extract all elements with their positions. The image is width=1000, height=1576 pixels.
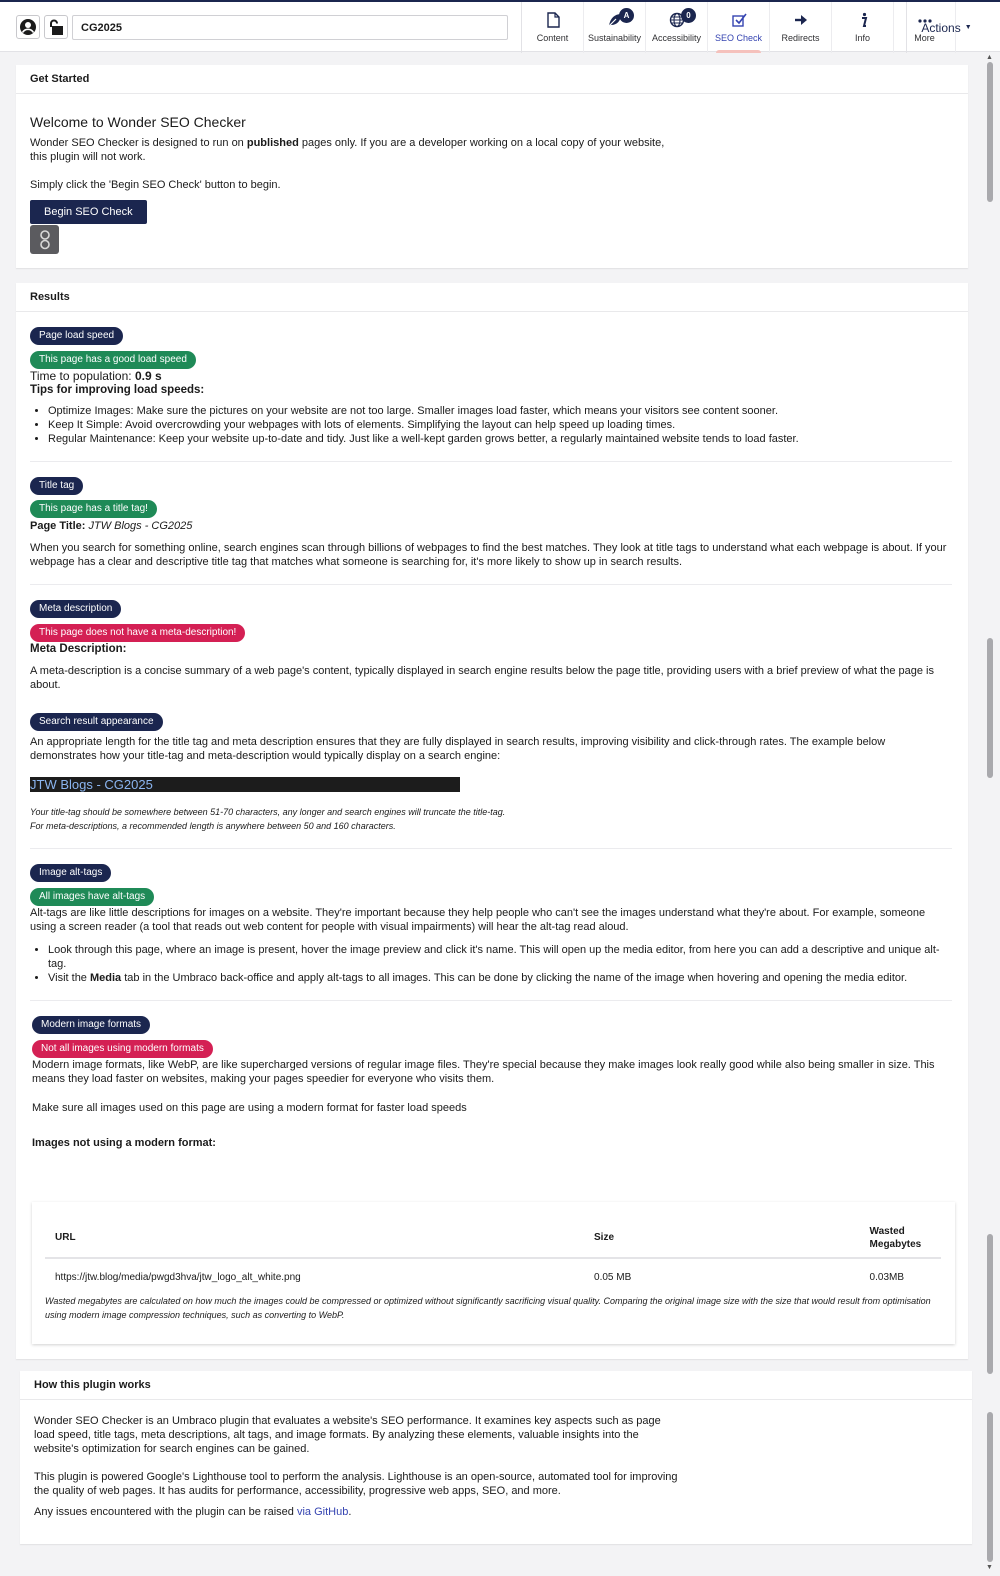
panel-heading: How this plugin works [20, 1371, 972, 1400]
search-appearance-text: An appropriate length for the title tag and meta description ensures that they are fully displayed in search results, improving visibility and click-through rates. The example below demonstrates how your title-tag and meta-description would typically display on a search engine: [30, 736, 886, 762]
caret-down-icon: ▼ [964, 24, 972, 31]
meta-description-section [30, 600, 952, 692]
document-icon [546, 12, 560, 28]
scroll-thumb[interactable] [987, 638, 993, 778]
welcome-title: Welcome to Wonder SEO Checker [30, 114, 246, 130]
images-table [45, 1218, 941, 1296]
column-header-url: URL [45, 1218, 594, 1258]
actions-button[interactable] [906, 2, 986, 53]
results-panel [16, 283, 968, 1359]
accessibility-badge: 0 [681, 8, 696, 23]
wasted-footnote: Wasted megabytes are calculated on how much the images could be compressed or optimized without significantly sacrificing visual quality. Comparing the original image size with the size that would result from optimisation using modern image compression techniques, such as converting to WebP. [45, 1296, 931, 1320]
modern-formats-instruction: Make sure all images used on this page are using a modern format for faster load speeds [32, 1102, 467, 1114]
avatar-icon[interactable] [16, 15, 40, 39]
meta-description-text: A meta-description is a concise summary of a web page's content, typically displayed in search engine results below the page title, providing users with a brief preview of what the page is about. [30, 665, 934, 691]
time-to-population: Time to population: 0.9 s [30, 369, 162, 383]
search-appearance-section [30, 713, 952, 833]
instruction-text: Simply click the 'Begin SEO Check' button to begin. [30, 179, 281, 191]
status-badge: All images have alt-tags [30, 888, 154, 906]
list-item: • Keep It Simple: Avoid overcrowding your webpages with lots of elements. Simplifying the layout can help speed up loading times. [48, 418, 952, 432]
modern-formats-section [30, 1016, 952, 1150]
title-tag-description: When you search for something online, search engines scan through billions of webpages to find the best matches. They look at title tags to understand what each webpage is about. If your webpage has a clear and descriptive title tag that matches what someone is searching for, it's more likely to show up in search results. [30, 542, 947, 568]
page-title-value: Page Title: JTW Blogs - CG2025 [30, 520, 193, 532]
tab-sustainability[interactable] [584, 2, 646, 53]
alt-tags-description: Alt-tags are like little descriptions for images on a website. They're important because they help people who can't see the images understand what they're about. For example, someone using a screen reader (a tool that reads out web content for people with visual impairments) will hear the alt-tag read aloud. [30, 907, 926, 933]
search-preview-title: JTW Blogs - CG2025 [30, 777, 460, 792]
tab-accessibility[interactable] [646, 2, 708, 53]
tips-list [48, 404, 952, 446]
scroll-up-icon[interactable]: ▲ [986, 54, 993, 61]
list-item: • Visit the Media tab in the Umbraco back-office and apply alt-tags to all images. This can be done by clicking the name of the image when hovering and opening the media editor. [48, 971, 952, 985]
section-tag: Title tag [30, 477, 83, 495]
page-scrollbar[interactable] [984, 52, 1000, 1576]
title-tag-section [30, 477, 952, 569]
section-tag: Page load speed [30, 327, 123, 345]
alt-tags-section [30, 864, 952, 985]
panel-heading: Results [16, 283, 968, 312]
intro-text: Wonder SEO Checker is designed to run on published pages only. If you are a developer working on a local copy of your website, this plugin will not work. [30, 137, 665, 163]
how-it-works-panel [20, 1371, 972, 1544]
tab-label: Content [536, 33, 569, 43]
tab-content[interactable] [522, 2, 584, 53]
github-link[interactable]: via GitHub [296, 1506, 349, 1518]
editor-header [0, 0, 1000, 52]
unlock-icon[interactable] [44, 15, 68, 39]
checkbox-icon [731, 12, 747, 28]
scroll-thumb[interactable] [987, 62, 993, 202]
meta-description-label: Meta Description: [30, 643, 127, 655]
get-started-panel [16, 65, 968, 268]
status-badge: Not all images using modern formats [32, 1040, 213, 1058]
images-table-card [32, 1202, 955, 1344]
divider [30, 461, 952, 462]
panel-heading: Get Started [16, 65, 968, 94]
alt-tag-tips [48, 943, 952, 985]
status-badge: This page has a title tag! [30, 500, 157, 518]
section-tag: Search result appearance [30, 713, 163, 731]
divider [30, 848, 952, 849]
tab-label: Accessibility [651, 33, 701, 43]
tab-seo-check[interactable] [708, 2, 770, 53]
content-apps [521, 2, 956, 53]
title-length-note: Your title-tag should be somewhere between 51-70 characters, any longer and search engines will truncate the title-tag. [30, 807, 506, 817]
section-tag: Modern image formats [32, 1016, 150, 1034]
info-icon [855, 12, 871, 28]
tips-heading: Tips for improving load speeds: [30, 384, 205, 396]
image-wasted: 0.03MB [869, 1272, 905, 1283]
how-it-works-paragraph: Wonder SEO Checker is an Umbraco plugin that evaluates a website's SEO performance. It examines key aspects such as page load speed, title tags, meta descriptions, alt tags, and image formats. By analyzing these elements, valuable insights into the website's optimization for search engines can be gained. [34, 1415, 661, 1455]
tab-label: SEO Check [714, 33, 763, 43]
divider [30, 1000, 952, 1001]
meta-length-note: For meta-descriptions, a recommended length is anywhere between 50 and 160 characters. [30, 821, 396, 831]
loader-icon [30, 225, 59, 254]
column-header-size: Size [594, 1218, 870, 1258]
lighthouse-paragraph: This plugin is powered Google's Lighthouse tool to perform the analysis. Lighthouse is an open-source, automated tool for improving the quality of web pages. It has audits for performance, accessibility, progressive web apps, SEO, and more. [34, 1471, 678, 1497]
load-speed-section [30, 327, 952, 446]
divider [30, 584, 952, 585]
image-url: https://jtw.blog/media/pwgd3hva/jtw_logo_alt_white.png [55, 1272, 301, 1283]
begin-seo-check-button[interactable]: Begin SEO Check [30, 200, 147, 224]
sustainability-badge: A [619, 8, 634, 23]
issues-paragraph: Any issues encountered with the plugin can be raised via GitHub. [34, 1506, 352, 1518]
node-name-input[interactable] [72, 15, 508, 40]
images-list-heading: Images not using a modern format: [32, 1137, 216, 1149]
scroll-thumb[interactable] [987, 1412, 993, 1562]
list-item: • Regular Maintenance: Keep your website up-to-date and tidy. Just like a well-kept garden grows better, a regularly maintained website tends to load faster. [48, 432, 952, 446]
status-badge: This page has a good load speed [30, 351, 196, 369]
scroll-down-icon[interactable]: ▼ [986, 1564, 993, 1571]
column-header-wasted: Wasted Megabytes [870, 1218, 941, 1258]
tab-label: Info [854, 33, 870, 43]
scroll-thumb[interactable] [987, 1234, 993, 1374]
tab-label: Redirects [781, 33, 820, 43]
section-tag: Image alt-tags [30, 864, 111, 882]
section-tag: Meta description [30, 600, 121, 618]
arrow-right-icon [793, 12, 809, 28]
status-badge: This page does not have a meta-description! [30, 624, 245, 642]
modern-formats-description: Modern image formats, like WebP, are like supercharged versions of regular image files. They're special because they make images look really good while also being smaller in size. This means they load faster on websites, making your pages speedier for everyone who visits them. [32, 1059, 935, 1085]
actions-label: Actions [921, 20, 961, 35]
tab-label: More [914, 33, 935, 43]
image-size: 0.05 MB [594, 1272, 632, 1283]
tab-redirects[interactable] [770, 2, 832, 53]
table-row [45, 1258, 941, 1296]
tab-label: Sustainability [587, 33, 642, 43]
list-item: • Look through this page, where an image is present, hover the image preview and click it's name. This will open up the media editor, from here you can add a descriptive and unique alt-tag. [48, 943, 952, 971]
list-item: • Optimize Images: Make sure the pictures on your website are not too large. Smaller images load faster, which means your visitors see content sooner. [48, 404, 952, 418]
tab-info[interactable] [832, 2, 894, 53]
